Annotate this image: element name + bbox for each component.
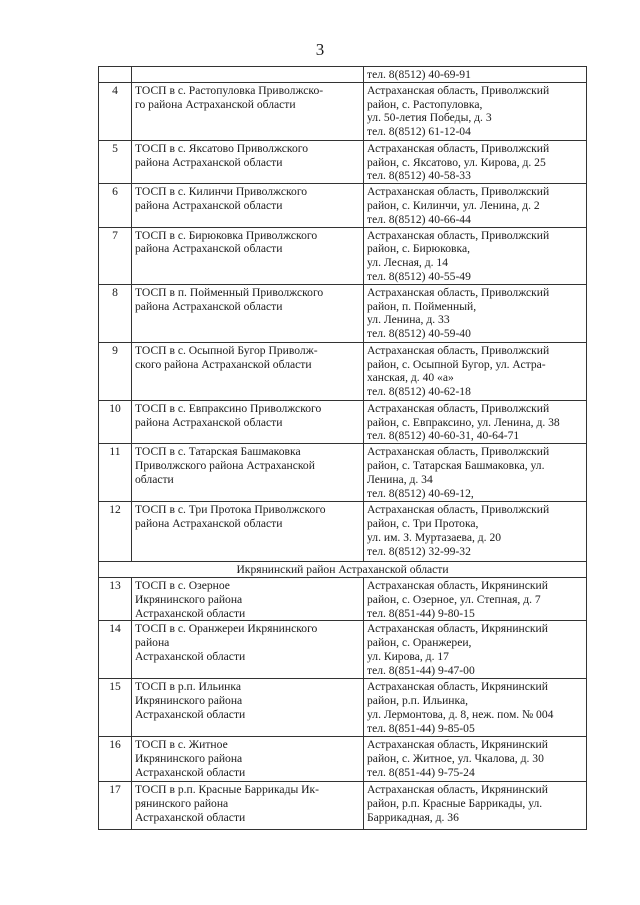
office-name-line: Икрянинского района [135,592,243,606]
address-line: Астраханская область, Приволжский [367,141,550,155]
address-line: тел. 8(851-44) 9-47-00 [367,663,475,677]
address-line: Астраханская область, Приволжский [367,503,550,517]
office-name-line: района Астраханской области [135,242,283,256]
address-line: район, с. Килинчи, ул. Ленина, д. 2 [367,198,540,212]
office-name-cell [132,342,364,400]
address-cell [364,782,587,830]
office-name-line: Астраханской области [135,707,246,721]
section-row [99,562,587,578]
address-cell [364,502,587,562]
table-row [99,621,587,679]
page-number: 3 [315,40,325,59]
row-number-cell: 10 [99,400,132,443]
address-line: район, с. Татарская Башмаковка, ул. [367,458,545,472]
address-line: тел. 8(851-44) 9-75-24 [367,765,475,779]
office-name-line: ТОСП в с. Оранжереи Икрянинского [135,622,318,636]
office-name-line: ТОСП в с. Килинчи Приволжского [135,185,308,199]
address-line: ул. Кирова, д. 17 [367,649,449,663]
address-cell [364,82,587,140]
address-line: Астраханская область, Приволжский [367,285,550,299]
office-name-cell [132,577,364,620]
address-cell [364,400,587,443]
office-name-line: района Астраханской области [135,198,283,212]
row-number-cell: 8 [99,284,132,342]
office-name-cell [132,82,364,140]
office-name-line: ТОСП в с. Озерное [135,578,230,592]
table-row [99,284,587,342]
office-name-line: Икрянинского района [135,752,243,766]
address-line: район, с. Три Протока, [367,516,479,530]
address-cell [364,140,587,183]
address-line: ул. Лермонтова, д. 8, неж. пом. № 004 [367,707,554,721]
row-number-cell: 9 [99,342,132,400]
office-name-line: ТОСП в с. Татарская Башмаковка [135,445,301,459]
office-name-cell [132,679,364,737]
address-line: ул. 50-летия Победы, д. 3 [367,111,492,125]
address-line: район, с. Бирюковка, [367,242,471,256]
registry-table [98,66,587,830]
office-name-line: ТОСП в с. Бирюковка Приволжского [135,228,318,242]
row-number-cell: 11 [99,444,132,502]
row-number-cell: 6 [99,184,132,227]
address-line: район, с. Осыпной Бугор, ул. Астра- [367,357,546,371]
section-title: Икрянинский район Астраханской области [99,562,587,578]
address-line: район, с. Озерное, ул. Степная, д. 7 [367,592,541,606]
office-name-line: Астраханской области [135,765,246,779]
address-line: Астраханская область, Приволжский [367,83,550,97]
row-number-cell: 15 [99,679,132,737]
address-line: тел. 8(851-44) 9-85-05 [367,721,475,735]
office-name-line: ского района Астраханской области [135,357,312,371]
address-line: тел. 8(8512) 40-66-44 [367,212,471,226]
office-name-line: Приволжского района Астраханской [135,458,315,472]
office-name-cell [132,444,364,502]
address-cell [364,184,587,227]
address-line: тел. 8(8512) 40-60-31, 40-64-71 [367,429,520,443]
address-line: ул. Ленина, д. 33 [367,313,450,327]
address-cell [364,227,587,284]
office-name-line: Астраханской области [135,810,246,824]
office-name-line: ТОСП в р.п. Ильинка [135,680,241,694]
table-row [99,577,587,620]
office-name-line: Икрянинского района [135,694,243,708]
office-name-cell [132,227,364,284]
office-name-line: района Астраханской области [135,516,283,530]
office-name-cell [132,184,364,227]
office-name-line: района Астраханской области [135,155,283,169]
address-line: Астраханская область, Приволжский [367,228,550,242]
table-row [99,140,587,183]
office-name-line: Астраханской области [135,649,246,663]
office-name-cell [132,67,364,83]
office-name-line: района Астраханской области [135,299,283,313]
address-line: Астраханская область, Приволжский [367,445,550,459]
address-line: район, р.п. Ильинка, [367,694,468,708]
address-line: район, с. Оранжереи, [367,636,472,650]
address-line: район, р.п. Красные Баррикады, ул. [367,797,543,811]
office-name-line: Астраханской области [135,606,246,620]
address-cell [364,577,587,620]
row-number-cell [99,67,132,83]
address-line: район, с. Растопуловка, [367,97,483,111]
address-line: район, с. Яксатово, ул. Кирова, д. 25 [367,155,546,169]
office-name-line: ТОСП в с. Евпраксино Приволжского [135,401,322,415]
address-line: Баррикадная, д. 36 [367,810,459,824]
row-number-cell: 5 [99,140,132,183]
address-line: тел. 8(851-44) 9-80-15 [367,606,475,620]
address-line: тел. 8(8512) 40-59-40 [367,327,471,341]
address-line: Астраханская область, Икрянинский [367,622,548,636]
office-name-cell [132,737,364,782]
address-line: ханская, д. 40 «а» [367,371,454,385]
table-row [99,67,587,83]
table-row [99,400,587,443]
office-name-line: ТОСП в с. Растопуловка Приволжско- [135,83,324,97]
table-row [99,444,587,502]
address-line: ул. Лесная, д. 14 [367,256,449,270]
office-name-line: ТОСП в р.п. Красные Баррикады Ик- [135,783,320,797]
row-number-cell: 16 [99,737,132,782]
table-row [99,737,587,782]
address-line: Астраханская область, Икрянинский [367,738,548,752]
address-line: тел. 8(8512) 40-55-49 [367,269,471,283]
office-name-line: ТОСП в с. Яксатово Приволжского [135,141,309,155]
address-line: тел. 8(8512) 40-58-33 [367,169,471,183]
office-name-line: ТОСП в с. Осыпной Бугор Приволж- [135,343,318,357]
office-name-line: рянинского района [135,797,229,811]
address-line: тел. 8(8512) 40-62-18 [367,385,471,399]
table-row [99,679,587,737]
address-line: район, с. Житное, ул. Чкалова, д. 30 [367,752,544,766]
office-name-cell [132,140,364,183]
office-name-cell [132,621,364,679]
office-name-line: ТОСП в с. Житное [135,738,228,752]
address-cell [364,679,587,737]
address-cell [364,284,587,342]
row-number-cell: 17 [99,782,132,830]
table-row [99,782,587,830]
address-line: Астраханская область, Приволжский [367,401,550,415]
table-row [99,184,587,227]
office-name-line: ТОСП в с. Три Протока Приволжского [135,503,326,517]
table-row [99,227,587,284]
address-cell [364,67,587,83]
address-line: тел. 8(8512) 32-99-32 [367,544,471,558]
address-line: тел. 8(8512) 61-12-04 [367,125,471,139]
office-name-line: го района Астраханской области [135,97,296,111]
office-name-line: района Астраханской области [135,415,283,429]
row-number-cell: 4 [99,82,132,140]
address-cell [364,737,587,782]
office-name-cell [132,782,364,830]
office-name-cell [132,284,364,342]
address-line: Астраханская область, Икрянинский [367,783,548,797]
office-name-cell [132,502,364,562]
office-name-line: ТОСП в п. Пойменный Приволжского [135,285,324,299]
address-line: район, с. Евпраксино, ул. Ленина, д. 38 [367,415,560,429]
table-row [99,342,587,400]
address-line: тел. 8(8512) 40-69-91 [367,68,471,81]
table-row [99,502,587,562]
address-cell [364,621,587,679]
address-line: тел. 8(8512) 40-69-12, [367,486,474,500]
address-cell [364,342,587,400]
office-name-line: района [135,636,170,650]
row-number-cell: 12 [99,502,132,562]
address-line: Астраханская область, Икрянинский [367,680,548,694]
office-name-line: области [135,472,174,486]
address-line: Ленина, д. 34 [367,472,433,486]
office-name-cell [132,400,364,443]
table-row [99,82,587,140]
address-line: Астраханская область, Приволжский [367,343,550,357]
address-cell [364,444,587,502]
address-line: Астраханская область, Приволжский [367,185,550,199]
address-line: район, п. Пойменный, [367,299,477,313]
row-number-cell: 13 [99,577,132,620]
address-line: ул. им. З. Муртазаева, д. 20 [367,530,502,544]
row-number-cell: 7 [99,227,132,284]
row-number-cell: 14 [99,621,132,679]
address-line: Астраханская область, Икрянинский [367,578,548,592]
